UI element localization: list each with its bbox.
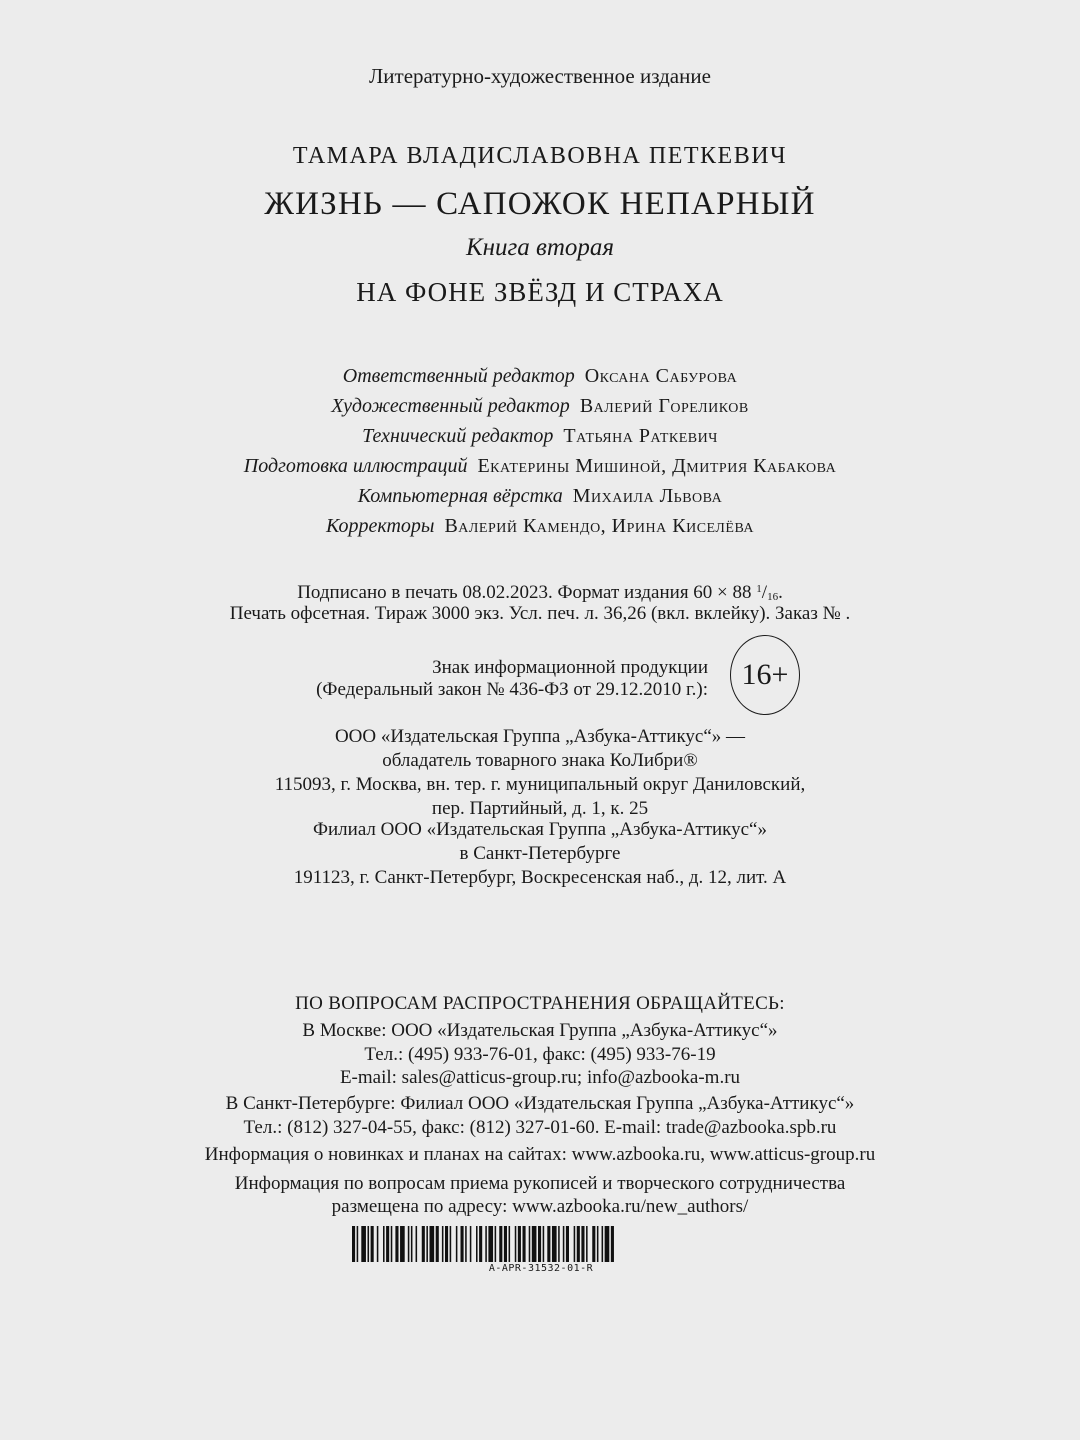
barcode-bar	[391, 1226, 393, 1262]
barcode-bar	[509, 1226, 511, 1262]
credit-row	[0, 392, 1080, 420]
barcode-bar	[357, 1226, 359, 1262]
barcode-bar	[611, 1226, 614, 1262]
barcode-bar	[395, 1226, 398, 1262]
credit-row	[0, 362, 1080, 390]
credit-role: Ответственный редактор	[342, 365, 575, 387]
barcode-bar	[408, 1226, 410, 1262]
barcode-bar	[499, 1226, 502, 1262]
barcode-bar	[361, 1226, 366, 1262]
spb-line: Тел.: (812) 327-04-55, факс: (812) 327-01-60. E-mail: trade@azbooka.spb.ru	[243, 1117, 837, 1138]
print-format-text: Подписано в печать 08.02.2023. Формат издания 60 × 88	[297, 582, 757, 603]
barcode-bar	[532, 1226, 537, 1262]
barcode-bar	[386, 1226, 389, 1262]
fraction-numerator: 1	[756, 583, 762, 595]
authors-line: размещена по адресу: www.azbooka.ru/new_authors/	[331, 1196, 749, 1217]
barcode-bar	[574, 1226, 576, 1262]
barcode-bar	[552, 1226, 557, 1262]
barcode-bar	[518, 1226, 521, 1262]
barcode-bar	[456, 1226, 458, 1262]
distribution-heading: ПО ВОПРОСАМ РАСПРОСТРАНЕНИЯ ОБРАЩАЙТЕСЬ:	[295, 993, 785, 1014]
credit-role: Корректоры	[325, 515, 435, 537]
barcode-bar	[597, 1226, 599, 1262]
publisher-line: ООО «Издательская Группа „Азбука-Аттикус“» —	[334, 726, 746, 747]
series-label: Литературно-художественное издание	[369, 64, 711, 88]
barcode-bar	[476, 1226, 478, 1262]
moscow-line: Тел.: (495) 933-76-01, факс: (495) 933-76-19	[364, 1044, 716, 1065]
credit-role: Технический редактор	[362, 425, 554, 447]
barcode-bar	[529, 1226, 531, 1262]
barcode-bar	[488, 1226, 493, 1262]
age-rating-badge: 16+	[730, 635, 800, 715]
barcode-bar	[411, 1226, 413, 1262]
fraction-denominator: 16	[767, 591, 779, 603]
barcode-bar	[450, 1226, 452, 1262]
barcode-bar	[371, 1226, 374, 1262]
barcode-image	[352, 1226, 730, 1262]
barcode-bar	[547, 1226, 550, 1262]
credit-name: Валерий Гореликов	[579, 395, 749, 417]
barcode-bar	[416, 1226, 418, 1262]
book-title: ЖИЗНЬ — САПОЖОК НЕПАРНЫЙ	[264, 186, 816, 222]
barcode-bar	[479, 1226, 482, 1262]
barcode-bar	[383, 1226, 385, 1262]
barcode-bar	[495, 1226, 497, 1262]
credit-row	[0, 482, 1080, 510]
barcode-bar	[515, 1226, 517, 1262]
age-rating-text	[288, 657, 708, 701]
barcode-bar	[523, 1226, 526, 1262]
barcode-bar	[605, 1226, 610, 1262]
credit-role: Художественный редактор	[331, 395, 570, 417]
branch-line: в Санкт-Петербурге	[459, 843, 621, 864]
branch-line: Филиал ООО «Издательская Группа „Азбука-Аттикус“»	[313, 819, 767, 840]
barcode-bar	[504, 1226, 507, 1262]
credit-name: Татьяна Раткевич	[563, 425, 718, 447]
barcode-bar	[422, 1226, 425, 1262]
barcode-bar	[543, 1226, 545, 1262]
barcode-bar	[558, 1226, 560, 1262]
credit-row	[0, 452, 1080, 480]
barcode-bar	[461, 1226, 464, 1262]
barcode-bar	[368, 1226, 370, 1262]
credit-role: Компьютерная вёрстка	[357, 485, 563, 507]
credit-role: Подготовка иллюстраций	[243, 455, 468, 477]
publisher-line: пер. Партийный, д. 1, к. 25	[431, 798, 649, 819]
print-info-line-2: Печать офсетная. Тираж 3000 экз. Усл. печ. л. 36,26 (вкл. вклейку). Заказ № .	[229, 603, 851, 624]
moscow-line: В Москве: ООО «Издательская Группа „Азбука-Аттикус“»	[302, 1020, 778, 1041]
format-fraction: $^1/_{16}$	[756, 582, 779, 603]
branch-line: 191123, г. Санкт-Петербург, Воскресенская наб., д. 12, лит. А	[293, 867, 787, 888]
barcode-bar	[566, 1226, 569, 1262]
barcode-bar	[377, 1226, 379, 1262]
credit-name: Валерий Камендо, Ирина Киселёва	[444, 515, 755, 537]
barcode-bar	[538, 1226, 541, 1262]
barcode-bar	[577, 1226, 580, 1262]
book-subtitle: НА ФОНЕ ЗВЁЗД И СТРАХА	[356, 277, 724, 307]
barcode-bar	[400, 1226, 405, 1262]
barcode-bar	[436, 1226, 439, 1262]
authors-line: Информация по вопросам приема рукописей и творческого сотрудничества	[234, 1173, 846, 1194]
age-rating-label: Знак информационной продукции	[432, 657, 708, 678]
barcode-bar	[426, 1226, 428, 1262]
barcode-bar	[445, 1226, 448, 1262]
barcode-bar	[430, 1226, 435, 1262]
barcode-bar	[352, 1226, 355, 1262]
credit-name: Михаила Львова	[572, 485, 723, 507]
credit-name: Екатерины Мишиной, Дмитрия Кабакова	[477, 455, 837, 477]
barcode-code: A-APR-31532-01-R	[488, 1263, 594, 1274]
barcode-bar	[592, 1226, 595, 1262]
news-line: Информация о новинках и планах на сайтах: www.azbooka.ru, www.atticus-group.ru	[204, 1144, 876, 1165]
barcode-bar	[602, 1226, 604, 1262]
publisher-line: 115093, г. Москва, вн. тер. г. муниципальный округ Даниловский,	[274, 774, 806, 795]
barcode-bar	[442, 1226, 444, 1262]
barcode-bar	[470, 1226, 472, 1262]
print-format-suffix: .	[778, 582, 783, 603]
credit-row	[0, 512, 1080, 540]
credit-row	[0, 422, 1080, 450]
barcode-bar	[581, 1226, 584, 1262]
spb-line: В Санкт-Петербурге: Филиал ООО «Издательская Группа „Азбука-Аттикус“»	[225, 1093, 855, 1114]
moscow-line: E-mail: sales@atticus-group.ru; info@azbooka-m.ru	[339, 1067, 741, 1088]
barcode-bar	[563, 1226, 565, 1262]
barcode-bar	[485, 1226, 487, 1262]
author-name: ТАМАРА ВЛАДИСЛАВОВНА ПЕТКЕВИЧ	[292, 143, 788, 169]
credit-name: Оксана Сабурова	[584, 365, 738, 387]
book-volume: Книга вторая	[465, 234, 615, 261]
age-rating-law: (Федеральный закон № 436-ФЗ от 29.12.2010 г.):	[316, 679, 708, 700]
publisher-line: обладатель товарного знака КоЛибри®	[382, 750, 698, 771]
barcode-bar	[465, 1226, 467, 1262]
barcode-bar	[586, 1226, 588, 1262]
